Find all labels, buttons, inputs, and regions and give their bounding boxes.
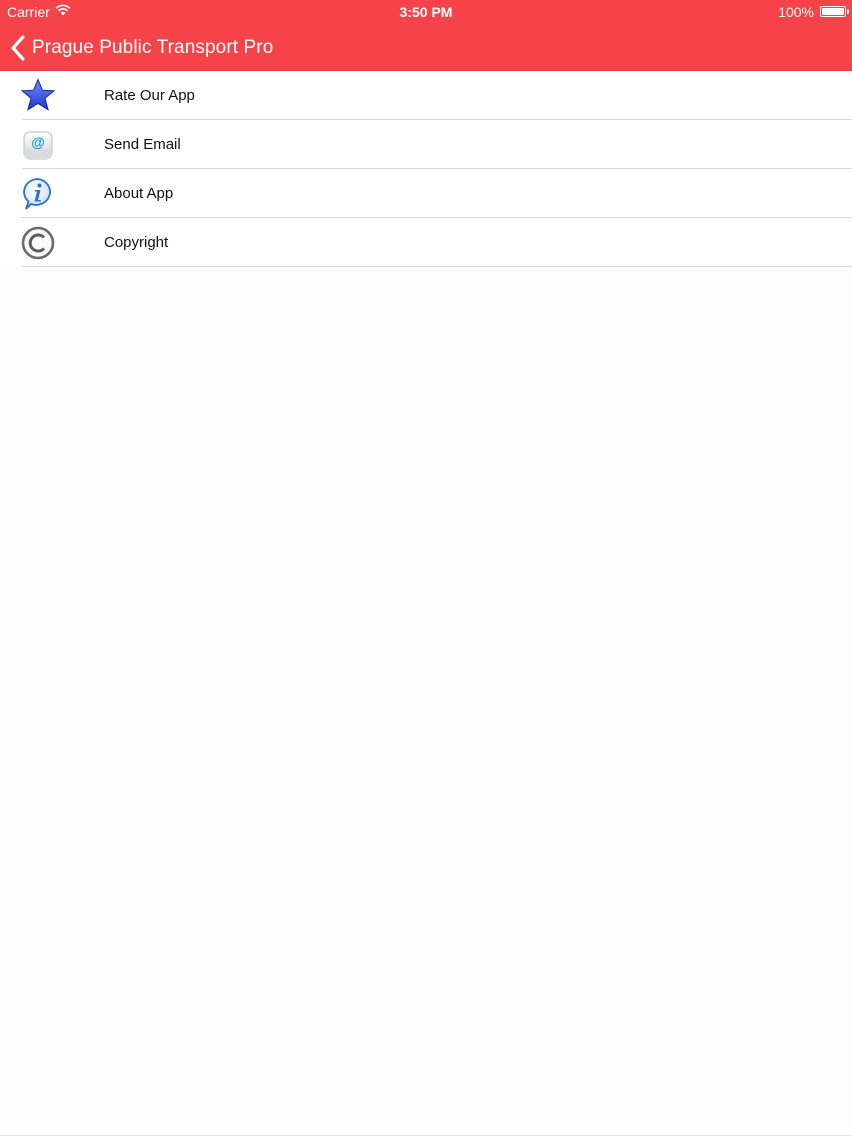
- menu-item-label: Copyright: [104, 234, 169, 251]
- battery-tip: [847, 9, 849, 14]
- back-button[interactable]: [10, 34, 273, 62]
- clock: 3:50 PM: [399, 4, 453, 20]
- menu-list: [0, 71, 852, 267]
- info-icon: [20, 176, 56, 212]
- top-bar: [0, 0, 852, 71]
- chevron-left-icon: [10, 35, 26, 61]
- email-icon: [20, 127, 56, 163]
- battery-icon: [820, 6, 846, 17]
- star-icon: [20, 78, 56, 114]
- carrier-label: Carrier: [7, 4, 50, 20]
- menu-item-label: About App: [104, 185, 174, 202]
- status-bar: [0, 0, 852, 24]
- navigation-bar: [0, 24, 852, 71]
- menu-item-copyright[interactable]: [22, 218, 852, 267]
- svg-text:@: @: [31, 134, 45, 150]
- copyright-icon: [20, 225, 56, 261]
- menu-item-email[interactable]: [22, 120, 852, 169]
- battery-level: [822, 8, 844, 15]
- battery-percent: 100%: [778, 4, 814, 20]
- menu-item-about[interactable]: [22, 169, 852, 218]
- menu-item-label: Send Email: [104, 136, 181, 153]
- menu-item-label: Rate Our App: [104, 87, 195, 104]
- menu-item-rate[interactable]: [22, 71, 852, 120]
- nav-title: Prague Public Transport Pro: [32, 37, 274, 58]
